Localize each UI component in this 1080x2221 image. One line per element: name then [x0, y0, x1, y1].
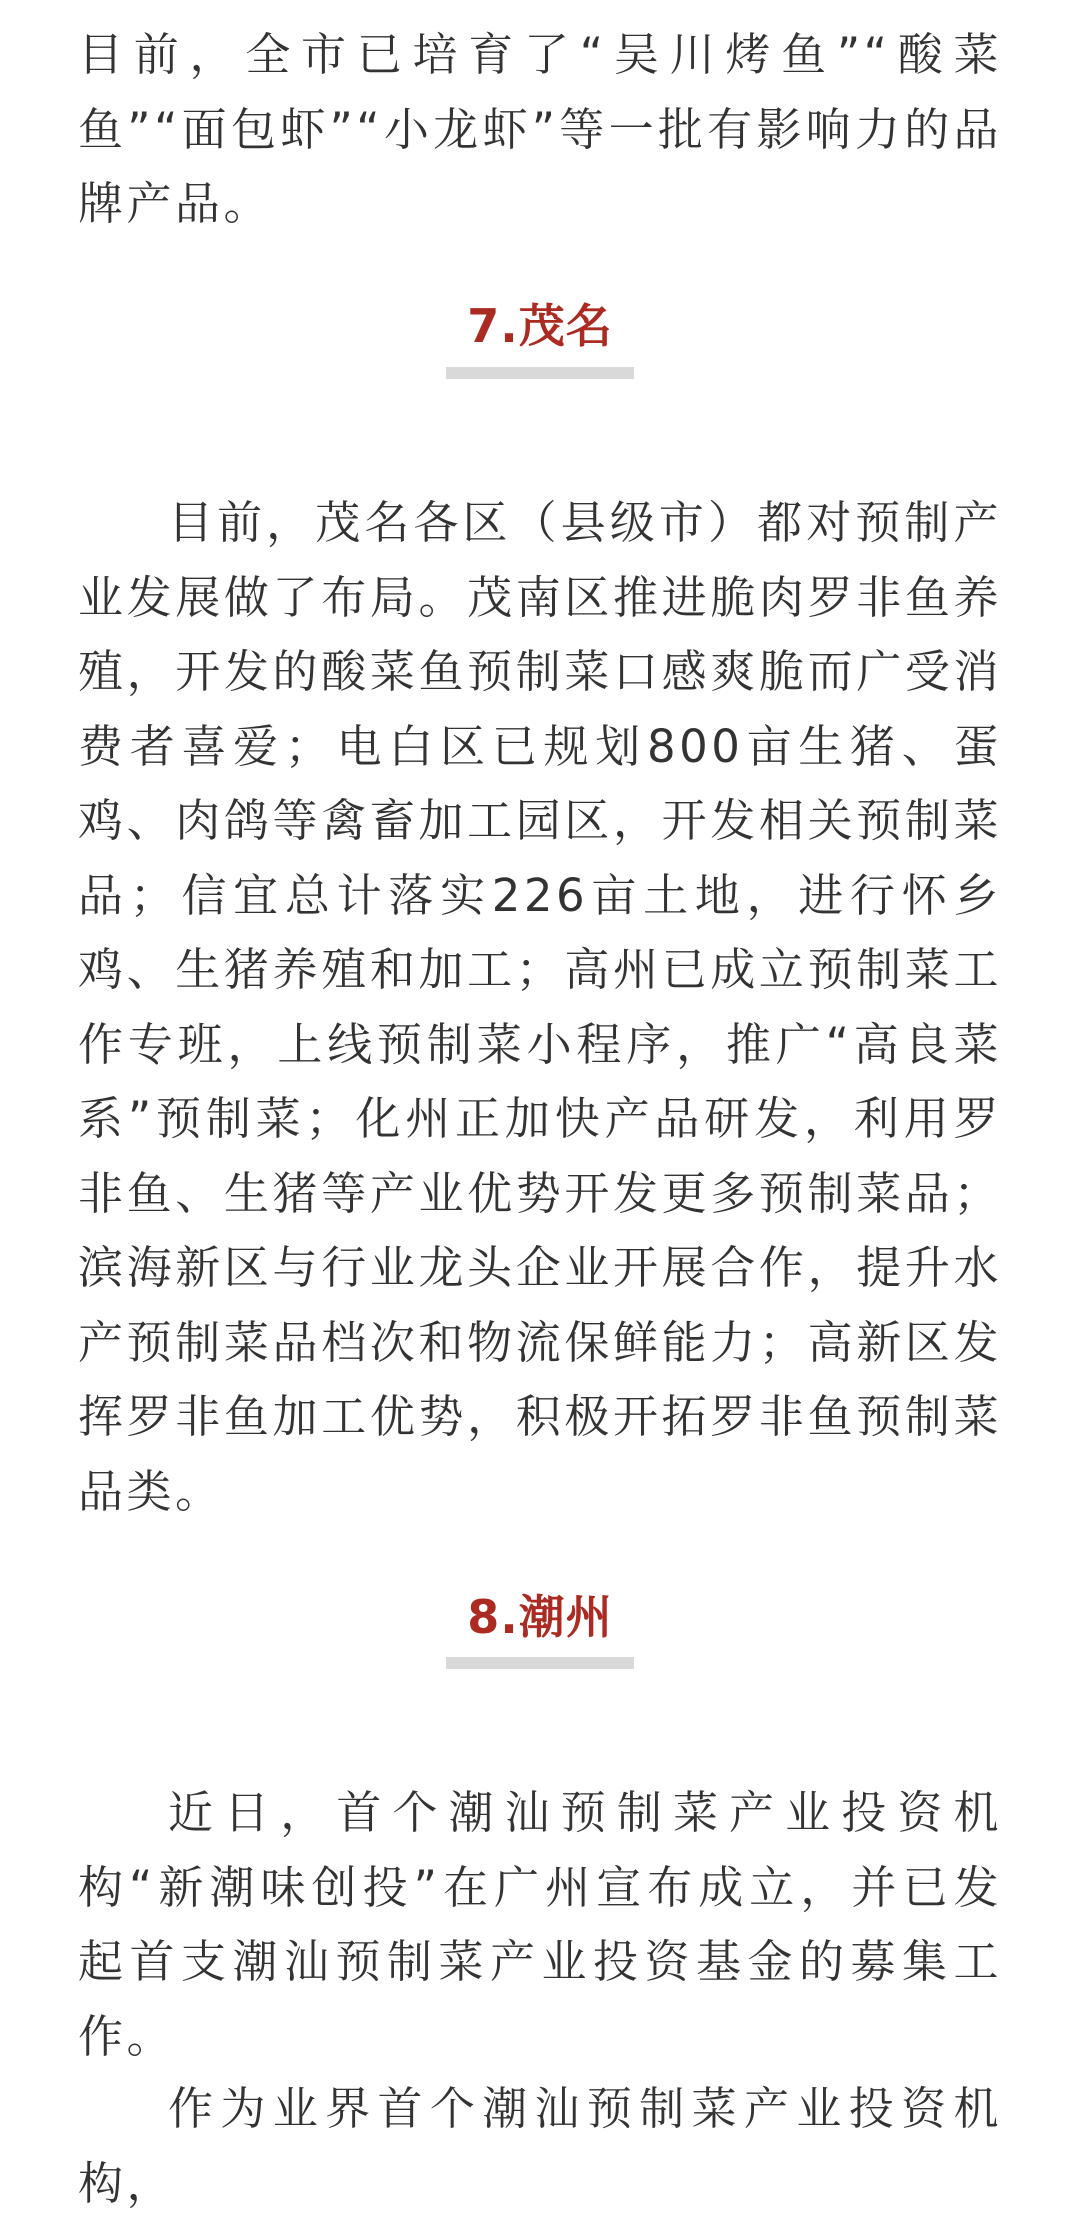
section-title-chaozhou: 8.潮州 — [467, 1590, 613, 1644]
section-title-underline — [446, 1657, 634, 1669]
paragraph-chaozhou-fund: 近日，首个潮汕预制菜产业投资机构“新潮味创投”在广州宣布成立，并已发起首支潮汕预制菜产业投资基金的募集工作。 — [78, 1786, 1002, 2063]
paragraph-chaozhou-investor: 作为业界首个潮汕预制菜产业投资机构， — [78, 2082, 1002, 2210]
paragraph-maoming: 目前，茂名各区（县级市）都对预制产业发展做了布局。茂南区推进脆肉罗非鱼养殖，开发的酸菜鱼预制菜口感爽脆而广受消费者喜爱；电白区已规划800亩生猪、蛋鸡、肉鸽等禽畜加工园区，开发相关预制菜品；信宜总计落实226亩土地，进行怀乡鸡、生猪养殖和加工；高州已成立预制菜工作专班，上线预制菜小程序，推广“高良菜系”预制菜；化州正加快产品研发，利用罗非鱼、生猪等产业优势开发更多预制菜品；滨海新区与行业龙头企业开展合作，提升水产预制菜品档次和物流保鲜能力；高新区发挥罗非鱼加工优势，积极开拓罗非鱼预制菜品类。 — [78, 496, 1002, 1518]
section-title-underline — [446, 367, 634, 379]
paragraph-brand-products: 目前，全市已培育了“吴川烤鱼”“酸菜鱼”“面包虾”“小龙虾”等一批有影响力的品牌产品。 — [78, 28, 1002, 230]
section-title-maoming: 7.茂名 — [467, 299, 613, 353]
